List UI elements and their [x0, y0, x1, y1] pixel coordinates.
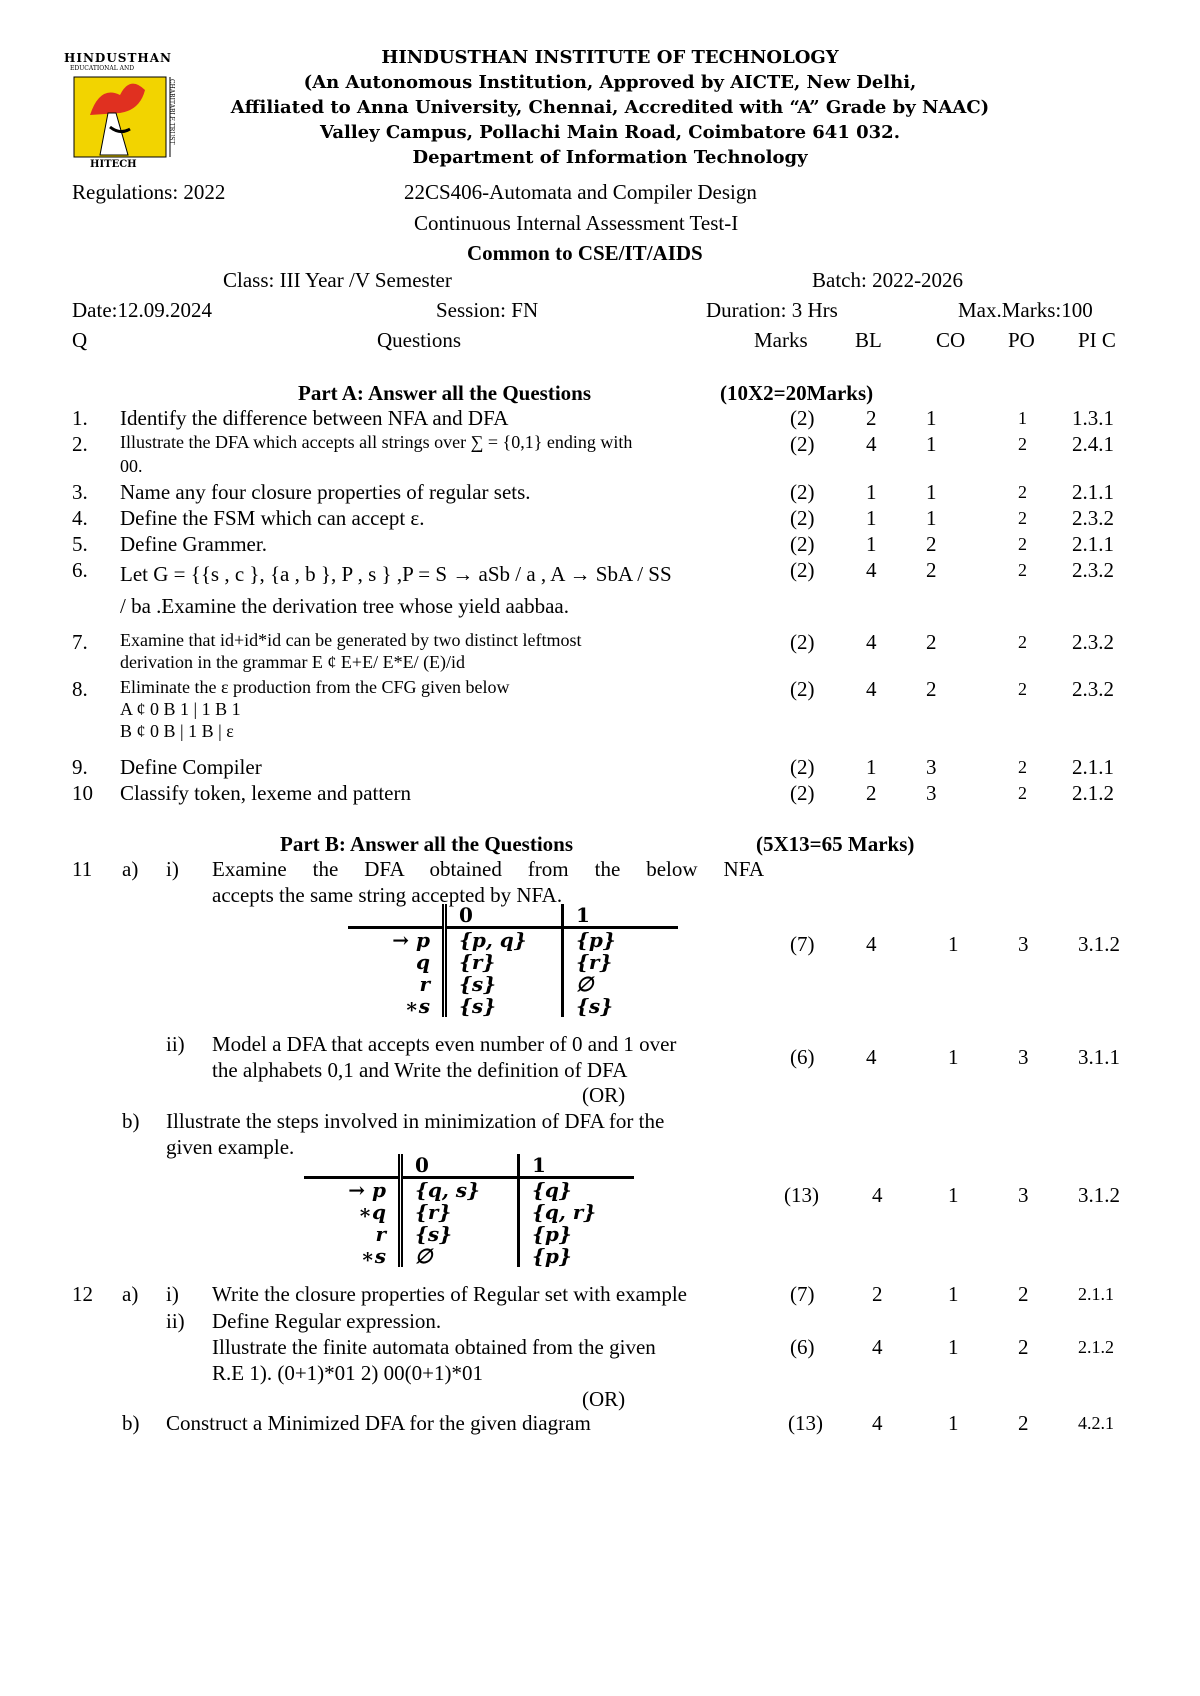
- question-po: 2: [1018, 534, 1027, 554]
- test-title: Continuous Internal Assessment Test-I: [414, 211, 739, 235]
- q11-b-label: b): [122, 1109, 140, 1133]
- q11-b-text-2: given example.: [166, 1135, 295, 1159]
- max-marks: Max.Marks:100: [958, 298, 1093, 322]
- question-bl: 1: [866, 532, 877, 556]
- course-title: 22CS406-Automata and Compiler Design: [404, 180, 757, 204]
- table-cell: {r}: [445, 951, 563, 973]
- table-cell: {q, r}: [519, 1201, 635, 1223]
- question-number: 8.: [72, 677, 88, 701]
- question-po: 2: [1018, 434, 1027, 454]
- q12-aii-text: Define Regular expression.: [212, 1309, 442, 1333]
- question-number: 2.: [72, 432, 88, 456]
- table-row: [304, 1178, 634, 1202]
- question-po: 2: [1018, 679, 1027, 699]
- q12-aii-text-3: R.E 1). (0+1)*01 2) 00(0+1)*01: [212, 1361, 483, 1385]
- q11-or: (OR): [582, 1083, 626, 1107]
- question-pic: 2.1.1: [1072, 532, 1114, 556]
- table-row: [304, 1245, 634, 1267]
- question-text: Illustrate the DFA which accepts all strings over ∑ = {0,1} ending with: [120, 432, 633, 452]
- question-pic: 2.1.2: [1072, 781, 1114, 805]
- q11-aii-text: Model a DFA that accepts even number of 0 and 1 over: [212, 1032, 677, 1056]
- question-number: 10: [72, 781, 93, 805]
- question-co: 1: [926, 506, 937, 530]
- q12-b-label: b): [122, 1411, 140, 1435]
- question-co: 3: [926, 755, 937, 779]
- regulations: Regulations: 2022: [72, 180, 226, 204]
- question-text-line-3: B ¢ 0 B | 1 B | ε: [120, 721, 234, 741]
- table-cell: {q}: [519, 1178, 635, 1202]
- q12-ai-po: 2: [1018, 1282, 1029, 1306]
- q12-b-marks: (13): [788, 1411, 823, 1435]
- table-cell: ∅: [563, 973, 679, 995]
- table-cell: ∅: [401, 1245, 519, 1267]
- institute-logo: [64, 51, 188, 173]
- question-pic: 2.1.1: [1072, 755, 1114, 779]
- q12-or: (OR): [582, 1387, 626, 1411]
- question-bl: 2: [866, 406, 877, 430]
- table-cell: {p}: [519, 1223, 635, 1245]
- question-bl: 4: [866, 432, 877, 456]
- question-pic: 2.3.2: [1072, 558, 1114, 582]
- question-text: Define Grammer.: [120, 532, 267, 556]
- part-b-title: Part B: Answer all the Questions: [280, 832, 574, 856]
- question-text: Let G = {{s , c }, {a , b }, P , s } ,P = S → aSb / a , A → SbA / SS: [120, 562, 672, 586]
- q11-ai-pic: 3.1.2: [1078, 932, 1120, 956]
- q11-aii-co: 1: [948, 1045, 959, 1069]
- q12-b-co: 1: [948, 1411, 959, 1435]
- dfa-transition-table: [304, 1154, 634, 1267]
- table-cell: ∗s: [360, 1244, 386, 1268]
- table-cell: {s}: [445, 995, 563, 1017]
- q12-aii-pic: 2.1.2: [1078, 1337, 1114, 1357]
- question-pic: 1.3.1: [1072, 406, 1114, 430]
- question-number: 4.: [72, 506, 88, 530]
- col-bl: BL: [855, 328, 882, 352]
- table-row: [348, 973, 678, 995]
- table-cell: {s}: [563, 995, 679, 1017]
- question-marks: (2): [790, 558, 815, 582]
- col-pic: PI C: [1078, 328, 1116, 352]
- question-number: 7.: [72, 630, 88, 654]
- q12-aii-label: ii): [166, 1309, 185, 1333]
- table-row: [304, 1201, 634, 1223]
- header-line-2: Affiliated to Anna University, Chennai, Accredited with “A” Grade by NAAC): [230, 97, 990, 118]
- part-a-title: Part A: Answer all the Questions: [298, 381, 592, 405]
- table-cell: {r}: [401, 1201, 519, 1223]
- question-marks: (2): [790, 506, 815, 530]
- table-cell: ∗q: [358, 1200, 386, 1224]
- q11-aii-marks: (6): [790, 1045, 815, 1069]
- question-co: 2: [926, 630, 937, 654]
- table-cell: 0: [445, 904, 563, 928]
- q11-b-bl: 4: [872, 1183, 883, 1207]
- q11-ai-co: 1: [948, 932, 959, 956]
- q12-ai-marks: (7): [790, 1282, 815, 1306]
- question-number: 1.: [72, 406, 88, 430]
- table-header-row: [304, 1154, 634, 1178]
- q11-aii-pic: 3.1.1: [1078, 1045, 1120, 1069]
- table-cell: ∗s: [404, 994, 430, 1018]
- q12-number: 12: [72, 1282, 93, 1306]
- question-po: 1: [1018, 408, 1027, 428]
- question-text-line-2: derivation in the grammar E ¢ E+E/ E*E/ (E)/id: [120, 652, 466, 672]
- question-bl: 1: [866, 755, 877, 779]
- q12-aii-bl: 4: [872, 1335, 883, 1359]
- q11-b-pic: 3.1.2: [1078, 1183, 1120, 1207]
- question-marks: (2): [790, 755, 815, 779]
- question-po: 2: [1018, 632, 1027, 652]
- header-line-1: (An Autonomous Institution, Approved by AICTE, New Delhi,: [303, 72, 917, 93]
- q11-ai-marks: (7): [790, 932, 815, 956]
- col-q: Q: [72, 328, 88, 352]
- part-b-marks: (5X13=65 Marks): [756, 832, 915, 856]
- session: Session: FN: [436, 298, 539, 322]
- question-co: 1: [926, 406, 937, 430]
- question-po: 2: [1018, 508, 1027, 528]
- question-bl: 4: [866, 677, 877, 701]
- question-pic: 2.3.2: [1072, 630, 1114, 654]
- question-text: Define Compiler: [120, 755, 262, 779]
- q12-ai-label: i): [166, 1282, 179, 1306]
- table-row: [348, 951, 678, 973]
- question-bl: 4: [866, 630, 877, 654]
- exam-date: Date:12.09.2024: [72, 298, 212, 322]
- question-bl: 1: [866, 506, 877, 530]
- question-co: 2: [926, 558, 937, 582]
- question-text: Eliminate the ε production from the CFG given below: [120, 677, 510, 697]
- q12-b-text: Construct a Minimized DFA for the given diagram: [166, 1411, 591, 1435]
- q11-aii-bl: 4: [866, 1045, 877, 1069]
- col-marks: Marks: [754, 328, 808, 352]
- question-pic: 2.3.2: [1072, 677, 1114, 701]
- table-cell: 1: [563, 904, 679, 928]
- table-cell: 0: [401, 1154, 519, 1178]
- question-marks: (2): [790, 480, 815, 504]
- question-co: 2: [926, 677, 937, 701]
- q12-ai-co: 1: [948, 1282, 959, 1306]
- q11-b-marks: (13): [784, 1183, 819, 1207]
- q11-ai-label: i): [166, 857, 179, 881]
- col-co: CO: [936, 328, 966, 352]
- table-cell: {s}: [401, 1223, 519, 1245]
- q12-aii-po: 2: [1018, 1335, 1029, 1359]
- question-number: 9.: [72, 755, 88, 779]
- question-po: 2: [1018, 757, 1027, 777]
- q12-a-label: a): [122, 1282, 139, 1306]
- table-cell: {r}: [563, 951, 679, 973]
- question-text-line-2: 00.: [120, 456, 143, 476]
- table-header-row: [348, 904, 678, 928]
- table-cell: q: [416, 950, 430, 974]
- question-bl: 1: [866, 480, 877, 504]
- question-po: 2: [1018, 560, 1027, 580]
- table-cell: r: [419, 972, 430, 996]
- q12-ai-bl: 2: [872, 1282, 883, 1306]
- question-bl: 4: [866, 558, 877, 582]
- question-marks: (2): [790, 532, 815, 556]
- question-text: Examine that id+id*id can be generated by two distinct leftmost: [120, 630, 582, 650]
- q11-aii-text-2: the alphabets 0,1 and Write the definition of DFA: [212, 1058, 628, 1082]
- question-text-line-2: A ¢ 0 B 1 | 1 B 1: [120, 699, 241, 719]
- nfa-transition-table: [348, 904, 678, 1017]
- question-text: Classify token, lexeme and pattern: [120, 781, 411, 805]
- table-cell: {p}: [563, 928, 679, 952]
- class-info: Class: III Year /V Semester: [223, 268, 452, 292]
- table-row: [348, 928, 678, 952]
- table-cell: {p}: [519, 1245, 635, 1267]
- table-row: [348, 995, 678, 1017]
- table-cell: {s}: [445, 973, 563, 995]
- header-line-3: Valley Campus, Pollachi Main Road, Coimbatore 641 032.: [320, 122, 900, 143]
- part-a-marks: (10X2=20Marks): [720, 381, 874, 405]
- q12-aii-co: 1: [948, 1335, 959, 1359]
- q11-ai-text: Examine the DFA obtained from the below NFA: [212, 857, 764, 881]
- q11-aii-label: ii): [166, 1032, 185, 1056]
- question-marks: (2): [790, 432, 815, 456]
- question-marks: (2): [790, 677, 815, 701]
- question-text: Name any four closure properties of regular sets.: [120, 480, 531, 504]
- table-cell: r: [375, 1222, 386, 1246]
- table-cell: {q, s}: [401, 1178, 519, 1202]
- duration: Duration: 3 Hrs: [706, 298, 838, 322]
- q11-number: 11: [72, 857, 93, 881]
- question-co: 3: [926, 781, 937, 805]
- table-cell: 1: [519, 1154, 635, 1178]
- question-co: 1: [926, 480, 937, 504]
- question-marks: (2): [790, 406, 815, 430]
- q12-b-po: 2: [1018, 1411, 1029, 1435]
- q12-b-bl: 4: [872, 1411, 883, 1435]
- question-pic: 2.3.2: [1072, 506, 1114, 530]
- question-bl: 2: [866, 781, 877, 805]
- q12-aii-marks: (6): [790, 1335, 815, 1359]
- batch-info: Batch: 2022-2026: [812, 268, 964, 292]
- question-marks: (2): [790, 781, 815, 805]
- question-number: 6.: [72, 558, 88, 582]
- question-co: 1: [926, 432, 937, 456]
- q11-b-po: 3: [1018, 1183, 1029, 1207]
- col-questions: Questions: [377, 328, 461, 352]
- table-cell: {p, q}: [445, 928, 563, 952]
- table-cell: → p: [348, 1178, 386, 1202]
- question-number: 5.: [72, 532, 88, 556]
- q11-ai-po: 3: [1018, 932, 1029, 956]
- question-po: 2: [1018, 482, 1027, 502]
- question-text-line-2: / ba .Examine the derivation tree whose yield aabbaa.: [120, 594, 569, 618]
- question-pic: 2.4.1: [1072, 432, 1114, 456]
- q12-aii-text-2: Illustrate the finite automata obtained from the given: [212, 1335, 656, 1359]
- q11-ai-bl: 4: [866, 932, 877, 956]
- department: Department of Information Technology: [412, 147, 808, 168]
- common-to: Common to CSE/IT/AIDS: [467, 241, 703, 265]
- q12-ai-pic: 2.1.1: [1078, 1284, 1114, 1304]
- q12-b-pic: 4.2.1: [1078, 1413, 1114, 1433]
- col-po: PO: [1008, 328, 1035, 352]
- question-text: Identify the difference between NFA and DFA: [120, 406, 509, 430]
- table-row: [304, 1223, 634, 1245]
- institute-name: HINDUSTHAN INSTITUTE OF TECHNOLOGY: [381, 47, 839, 68]
- question-text: Define the FSM which can accept ε.: [120, 506, 425, 530]
- logo-text-bottom: HITECH: [90, 159, 137, 170]
- logo-text-arc: EDUCATIONAL AND: [70, 65, 135, 72]
- question-co: 2: [926, 532, 937, 556]
- q11-a-label: a): [122, 857, 139, 881]
- q12-ai-text: Write the closure properties of Regular set with example: [212, 1282, 687, 1306]
- q11-aii-po: 3: [1018, 1045, 1029, 1069]
- logo-text-side: CHARITABLE TRUST: [168, 79, 175, 145]
- logo-text-top: HINDUSTHAN: [64, 51, 173, 65]
- question-number: 3.: [72, 480, 88, 504]
- q11-ai-text-2: accepts the same string accepted by NFA.: [212, 883, 563, 907]
- q11-b-text: Illustrate the steps involved in minimization of DFA for the: [166, 1109, 665, 1133]
- question-pic: 2.1.1: [1072, 480, 1114, 504]
- q11-b-co: 1: [948, 1183, 959, 1207]
- table-cell: [348, 904, 445, 928]
- table-cell: → p: [392, 928, 430, 952]
- question-marks: (2): [790, 630, 815, 654]
- table-cell: [304, 1154, 401, 1178]
- question-po: 2: [1018, 783, 1027, 803]
